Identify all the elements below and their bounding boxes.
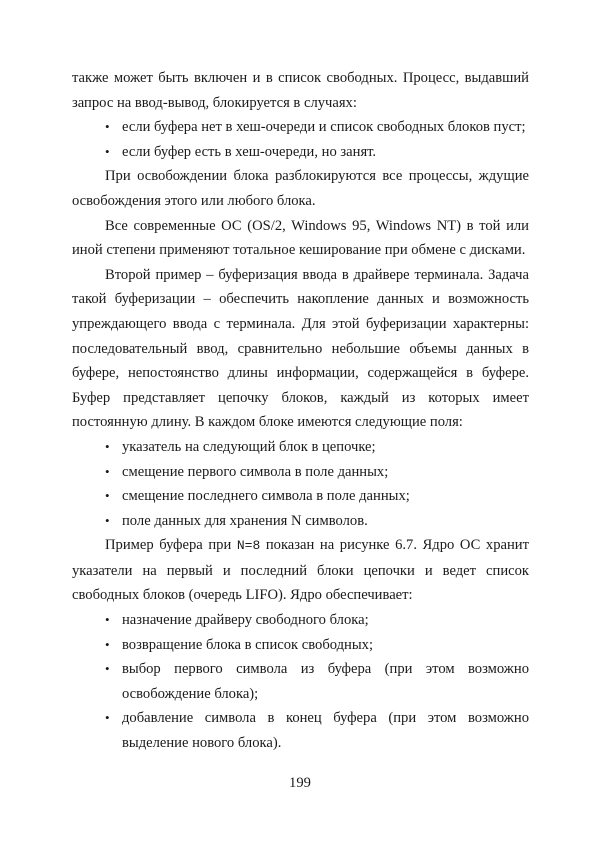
- bullet-icon: •: [105, 488, 110, 504]
- bullet-icon: •: [105, 661, 110, 677]
- page-number: 199: [289, 775, 311, 791]
- list-item: • добавление символа в конец буфера (при этом возможно выделение нового блока).: [72, 706, 529, 755]
- bullet-icon: •: [105, 143, 110, 159]
- paragraph-4: Второй пример – буферизация ввода в драйвере терминала. Задача такой буферизации – обеспечить накопление данных и возможность упреждающего ввода с терминала. Для этой буферизации характерны: последовательный ввод, сравнительно небольшие объемы данных в буфере, непостоянство длины информации, содержащейся в буфере. Буфер представляет цепочку блоков, каждый из которых имеет постоянную длину. В каждом блоке имеются следующие поля:: [72, 266, 529, 431]
- bullet-icon: •: [105, 612, 110, 628]
- list-item: • если буфер есть в хеш-очереди, но занят.: [72, 140, 529, 165]
- paragraph-2: При освобождении блока разблокируются все процессы, ждущие освобождения этого или любого блока.: [72, 168, 529, 209]
- list-3: [72, 608, 529, 756]
- list-1: [72, 115, 529, 164]
- bullet-icon: •: [105, 119, 110, 135]
- list-item: • смещение первого символа в поле данных;: [72, 460, 529, 485]
- list-item: • смещение последнего символа в поле данных;: [72, 484, 529, 509]
- list-2: [72, 435, 529, 533]
- bullet-icon: •: [105, 512, 110, 528]
- bullet-icon: •: [105, 463, 110, 479]
- page-body: [72, 66, 529, 756]
- list-item: • назначение драйверу свободного блока;: [72, 608, 529, 633]
- inline-code: N=8: [236, 538, 261, 554]
- paragraph-1: также может быть включен и в список свободных. Процесс, выдавший запрос на ввод-вывод, блокируется в случаях:: [72, 70, 529, 111]
- list-item: • возвращение блока в список свободных;: [72, 633, 529, 658]
- bullet-icon: •: [105, 438, 110, 454]
- paragraph-3: Все современные ОС (OS/2, Windows 95, Windows NT) в той или иной степени применяют тотальное кеширование при обмене с дисками.: [72, 217, 529, 259]
- list-item: • выбор первого символа из буфера (при этом возможно освобождение блока);: [72, 657, 529, 706]
- list-item: • если буфера нет в хеш-очереди и список свободных блоков пуст;: [72, 115, 529, 140]
- bullet-icon: •: [105, 710, 110, 726]
- list-item: • указатель на следующий блок в цепочке;: [72, 435, 529, 460]
- list-item: • поле данных для хранения N символов.: [72, 509, 529, 534]
- paragraph-5: Пример буфера при N=8 показан на рисунке 6.7. Ядро ОС хранит указатели на первый и последний блоки цепочки и ведет список свободных блоков (очередь LIFO). Ядро обеспечивает:: [72, 537, 529, 604]
- bullet-icon: •: [105, 636, 110, 652]
